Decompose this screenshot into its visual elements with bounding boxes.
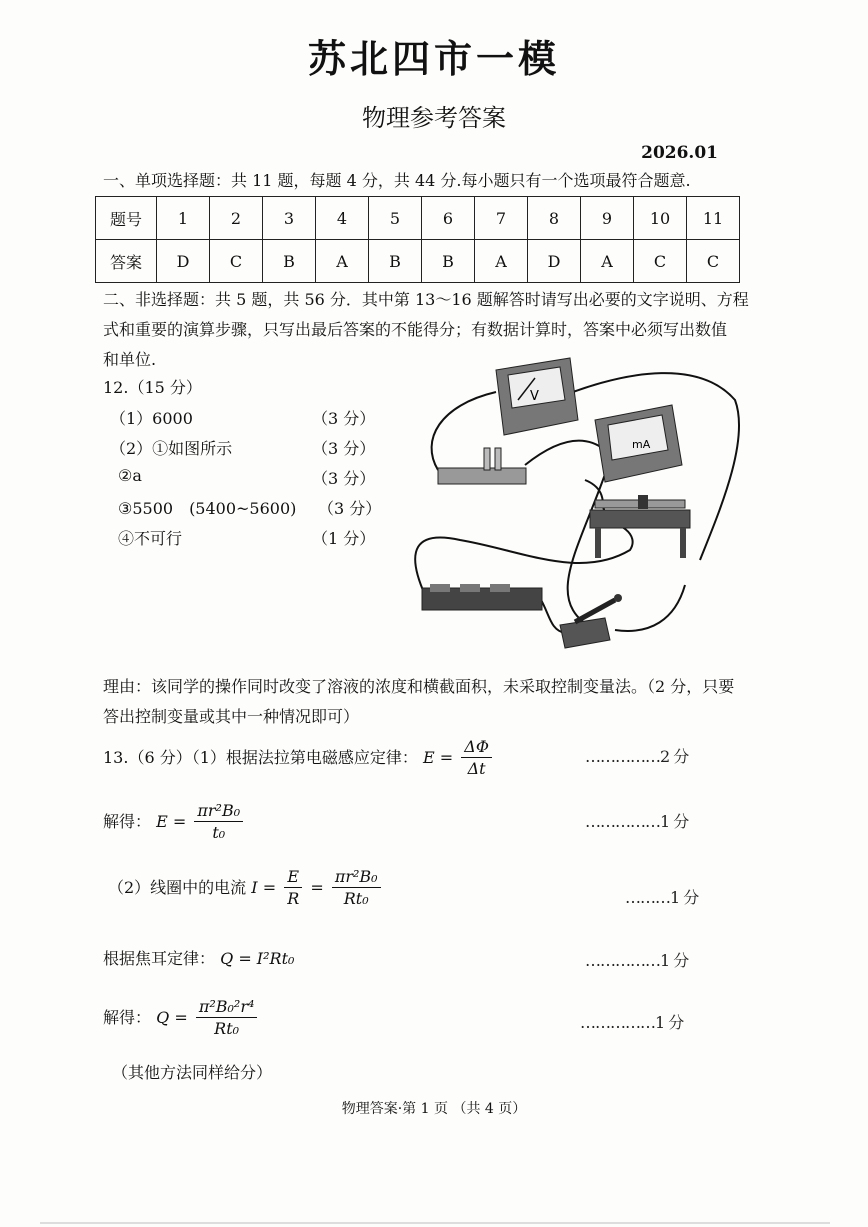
- question-number: 3: [263, 197, 316, 240]
- reason-line: 理由：该同学的操作同时改变了溶液的浓度和横截面积，未采取控制变量法。（2 分，只要: [103, 677, 735, 696]
- section1-heading: 一、单项选择题：共 11 题，每题 4 分，共 44 分.每小题只有一个选项最符合题意.: [103, 171, 691, 190]
- answer-cell: A: [316, 240, 369, 283]
- battery-pack-icon: [422, 584, 542, 610]
- answer-cell: D: [528, 240, 581, 283]
- q13-step-1-text: 13.（6 分）（1）根据法拉第电磁感应定律：: [103, 748, 418, 767]
- question-number: 10: [634, 197, 687, 240]
- numerator: E: [284, 867, 302, 888]
- q13-step-5-fraction: [196, 997, 258, 1040]
- q12-item-5: ④不可行: [118, 529, 183, 548]
- q13-step-2-text: 解得：: [103, 812, 152, 831]
- q13-step-3-score: ………1 分: [625, 888, 699, 907]
- denominator: Rt₀: [343, 889, 369, 908]
- q12-item-4-score: （3 分）: [318, 499, 382, 518]
- q13-step-5: [103, 996, 260, 1040]
- page-subtitle: 物理参考答案: [362, 104, 506, 132]
- question-number: 11: [687, 197, 740, 240]
- page-footer: 物理答案·第 1 页 （共 4 页）: [341, 1101, 527, 1117]
- question-number: 1: [157, 197, 210, 240]
- numerator: π²B₀²r⁴: [196, 997, 258, 1018]
- q13-step-1: [103, 736, 495, 780]
- page-divider: [40, 1222, 830, 1224]
- question-number: 8: [528, 197, 581, 240]
- reason-line: 答出控制变量或其中一种情况即可）: [103, 707, 360, 726]
- q12-item-4: ③5500 (5400~5600): [118, 499, 297, 518]
- q13-step-4: [103, 946, 294, 969]
- q12-heading: 12.（15 分）: [103, 378, 202, 397]
- answer-cell: C: [210, 240, 263, 283]
- question-number: 9: [581, 197, 634, 240]
- voltmeter-label: V: [530, 389, 539, 404]
- q13-step-2: [103, 800, 246, 844]
- wire: [525, 441, 605, 465]
- section2-line: 二、非选择题：共 5 题，共 56 分．其中第 13～16 题解答时请写出必要的文字说明、方程: [103, 290, 749, 309]
- ammeter-label: mA: [632, 438, 651, 451]
- q13-step-3-lhs: I =: [251, 878, 277, 897]
- section2-line: 式和重要的演算步骤，只写出最后答案的不能得分；有数据计算时，答案中必须写出数值: [103, 320, 728, 339]
- q12-item-3: ②a: [118, 466, 142, 485]
- q12-item-1-score: （3 分）: [312, 409, 376, 428]
- q13-step-3-equals: =: [310, 878, 324, 897]
- answer-cell: A: [581, 240, 634, 283]
- question-number: 5: [369, 197, 422, 240]
- q12-item-3-score: （3 分）: [312, 469, 376, 488]
- page-title: 苏北四市一模: [307, 37, 560, 81]
- voltmeter-icon: [496, 358, 578, 435]
- q13-step-1-lhs: E =: [423, 748, 454, 767]
- wire: [615, 585, 685, 631]
- denominator: Rt₀: [214, 1019, 240, 1038]
- numerator: πr²B₀: [332, 867, 381, 888]
- q12-item-1: （1）6000: [110, 409, 193, 428]
- answer-cell: B: [369, 240, 422, 283]
- question-row-label: 题号: [96, 197, 157, 240]
- answer-cell: A: [475, 240, 528, 283]
- q13-step-1-score: ……………2 分: [585, 747, 689, 766]
- answer-row: [96, 240, 740, 283]
- rheostat-icon: [590, 495, 690, 558]
- q12-item-2: （2）①如图所示: [110, 439, 233, 458]
- q12-reason: [103, 672, 763, 732]
- question-number: 4: [316, 197, 369, 240]
- answer-cell: C: [687, 240, 740, 283]
- question-number-row: [96, 197, 740, 240]
- q13-step-3-fraction-1: [284, 867, 302, 910]
- q13-step-5-lhs: Q =: [156, 1008, 188, 1027]
- q12-item-5-score: （1 分）: [312, 529, 376, 548]
- numerator: πr²B₀: [194, 801, 243, 822]
- q13-step-5-score: ……………1 分: [580, 1013, 684, 1032]
- q13-step-1-fraction: [461, 737, 492, 780]
- q13-step-4-text: 根据焦耳定律：: [103, 949, 216, 968]
- q13-step-2-score: ……………1 分: [585, 812, 689, 831]
- question-number: 6: [422, 197, 475, 240]
- denominator: R: [287, 889, 300, 908]
- circuit-diagram: [400, 350, 760, 655]
- q13-step-2-fraction: [194, 801, 243, 844]
- section2-line: 和单位.: [103, 350, 157, 369]
- denominator: Δt: [467, 759, 486, 778]
- answer-row-label: 答案: [96, 240, 157, 283]
- q13-step-3: [108, 866, 384, 910]
- q13-note: （其他方法同样给分）: [112, 1063, 273, 1082]
- q13-step-3-text: （2）线圈中的电流: [108, 878, 247, 897]
- q13-step-2-lhs: E =: [156, 812, 187, 831]
- question-number: 7: [475, 197, 528, 240]
- denominator: t₀: [212, 823, 226, 842]
- numerator: ΔΦ: [461, 737, 492, 758]
- electrolyte-trough-icon: [438, 448, 526, 484]
- q13-step-4-score: ……………1 分: [585, 951, 689, 970]
- exam-date: 2026.01: [641, 143, 718, 163]
- q12-item-2-score: （3 分）: [312, 439, 376, 458]
- q13-step-4-equation: Q = I²Rt₀: [220, 949, 295, 968]
- q13-step-3-fraction-2: [332, 867, 381, 910]
- answer-table: [95, 196, 740, 283]
- answer-cell: C: [634, 240, 687, 283]
- q13-step-5-text: 解得：: [103, 1008, 152, 1027]
- answer-cell: B: [263, 240, 316, 283]
- answer-cell: B: [422, 240, 475, 283]
- ammeter-icon: [595, 405, 682, 482]
- question-number: 2: [210, 197, 263, 240]
- answer-cell: D: [157, 240, 210, 283]
